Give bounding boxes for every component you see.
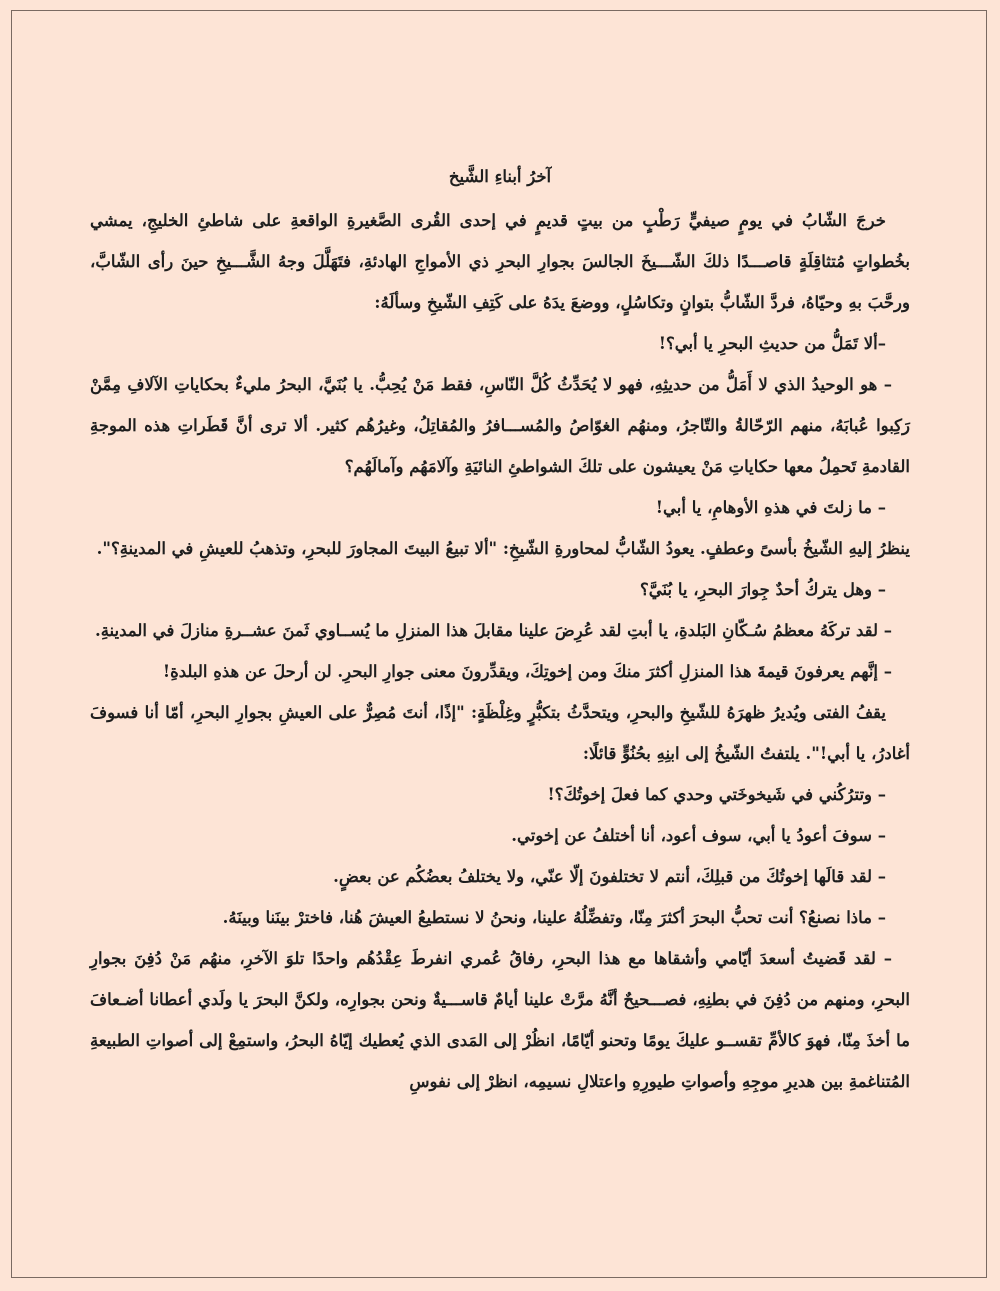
dialog-line: – وتترُكُني في شَيخوخَتي وحدي كما فعلَ إخوتُكَ؟! [547,785,886,804]
dialog-line: – سوفَ أعودُ يا أبي، سوف أعود، أنا أختلفُ عن إخوتي. [511,826,886,845]
dialog-line: –ألا تَمَلُّ من حديثِ البحرِ يا أبي؟! [658,334,886,353]
dialog-line: – ماذا نصنعُ؟ أنت تحبُّ البحرَ أكثرَ مِنّا، وتفضِّلُهُ علينا، ونحنُ لا نستطيعُ العيشَ هُنا، فاخترْ بينَنا وبينَهُ. [222,908,886,927]
dialog-line: – لقد قالَها إخوتُكَ من قبلِكَ، أنتم لا تختلفونَ إلّا عنّي، ولا يختلفُ بعضُكُم عن بعضٍ. [333,867,886,886]
dialog-line: – هو الوحيدُ الذي لا أَمَلُّ من حديثِهِ، فهو لا يُحَدِّثُ كُلَّ النّاسِ، فقط مَنْ يُحِبُّ. يا بُنَيَّ، البحرُ مليءٌ بحكاياتِ الآلافِ مِمَّنْ رَكِبوا عُبابَهُ، منهم الرّحّالةُ والتّاجرُ، ومنهُم الغوّاصُ والمُســـافرُ والمُقاتِلُ، وغيرُهُم كثير. ألا ترى أنَّ قَطَراتِ هذه الموجةِ القادمةِ تَحمِلُ معها حكاياتِ مَنْ يعيشون على تلكَ الشواطئِ النائيَةِ وآلامَهُم وآمالَهُم؟ [90,375,910,476]
dialog-line: – لقد قَضيتُ أسعدَ أيّامي وأشقاها مع هذا البحرِ، رفاقُ عُمري انفرطَ عِقْدُهُم واحدًا تلوَ الآخرِ، منهُم مَنْ دُفِنَ بجوارِ البحرِ، ومنهم من دُفِنَ في بطنِهِ، فصـــحيحٌ أنَّهُ مرَّتْ علينا أيامٌ قاســـيةٌ ونحن بجوارِه، ولكنَّ البحرَ يا ولَدي أعطانا أضـعافَ ما أخذَ مِنّا، فهوَ كالأمِّ تقســو عليكَ يومًا وتحنو أيّامًا، انظُرْ إلى المَدى الذي يُعطيك إيّاهُ البحرُ، واستمِعْ إلى أصواتِ الطبيعةِ المُتناغمةِ بين هديرِ موجِهِ وأصواتِ طيورِهِ واعتلالِ نسيمِه، انظرْ إلى نفوسِ [90,949,910,1091]
story-title: آخرُ أبناءِ الشَّيخ [448,167,552,186]
narration-paragraph: ينظرُ إليهِ الشّيخُ بأسىً وعطفٍ. يعودُ الشّابُّ لمحاورةِ الشّيخِ: "ألا تبيعُ البيتَ المجاورَ للبحرِ، وتذهبُ للعيشِ في المدينةِ؟". [96,539,910,558]
dialog-line: – لقد تركَهُ معظمُ سُـكّانِ البَلدةِ، يا أبتِ لقد عُرِضَ علينا مقابلَ هذا المنزلِ ما يُســاوي ثَمنَ عشــرةِ منازلَ في المدينةِ. [94,621,892,640]
dialog-line: – وهل يتركُ أحدٌ جِوارَ البحرِ، يا بُنَيَّ؟ [640,580,886,599]
dialog-line: – ما زلتَ في هذهِ الأوهامِ، يا أبي! [655,498,886,517]
dialog-line: – إنَّهم يعرفونَ قيمةَ هذا المنزلِ أكثرَ منكَ ومن إخوتِكَ، ويقدِّرونَ معنى جوارِ البحرِ. لن أرحلَ عن هذهِ البلدةِ! [162,662,892,681]
narration-paragraph: يقفُ الفتى ويُديرُ ظهرَهُ للشّيخِ والبحرِ، ويتحدَّثُ بتكبُّرٍ وغِلْظَةٍ: "إذًا، أنتَ مُصِرٌّ على العيشِ بجوارِ البحرِ، أمّا أنا فسوفَ أغادرُ، يا أبي!". يلتفتُ الشّيخُ إلى ابنِهِ بحُنُوٍّ قائلًا: [90,703,910,763]
paragraph-intro: خرجَ الشّابُ في يومٍ صيفيٍّ رَطْبٍ من بيتٍ قديمٍ في إحدى القُرى الصَّغيرةِ الواقعةِ على شاطئِ الخليجِ، يمشي بخُطواتٍ مُتثاقِلَةٍ قاصـــدًا ذلكَ الشّـــيخَ الجالسَ بجوارِ البحرِ ذي الأمواجِ الهادئةِ، فتَهَلَّلَ وجهُ الشَّـــيخِ حينَ رأى الشّابَّ، ورحَّبَ بهِ وحيّاهُ، فردَّ الشّابُّ بتوانٍ وتكاسُلٍ، ووضعَ يدَهُ على كَتِفِ الشّيخِ وسألَهُ: [90,211,910,312]
story-content [90,160,910,1102]
